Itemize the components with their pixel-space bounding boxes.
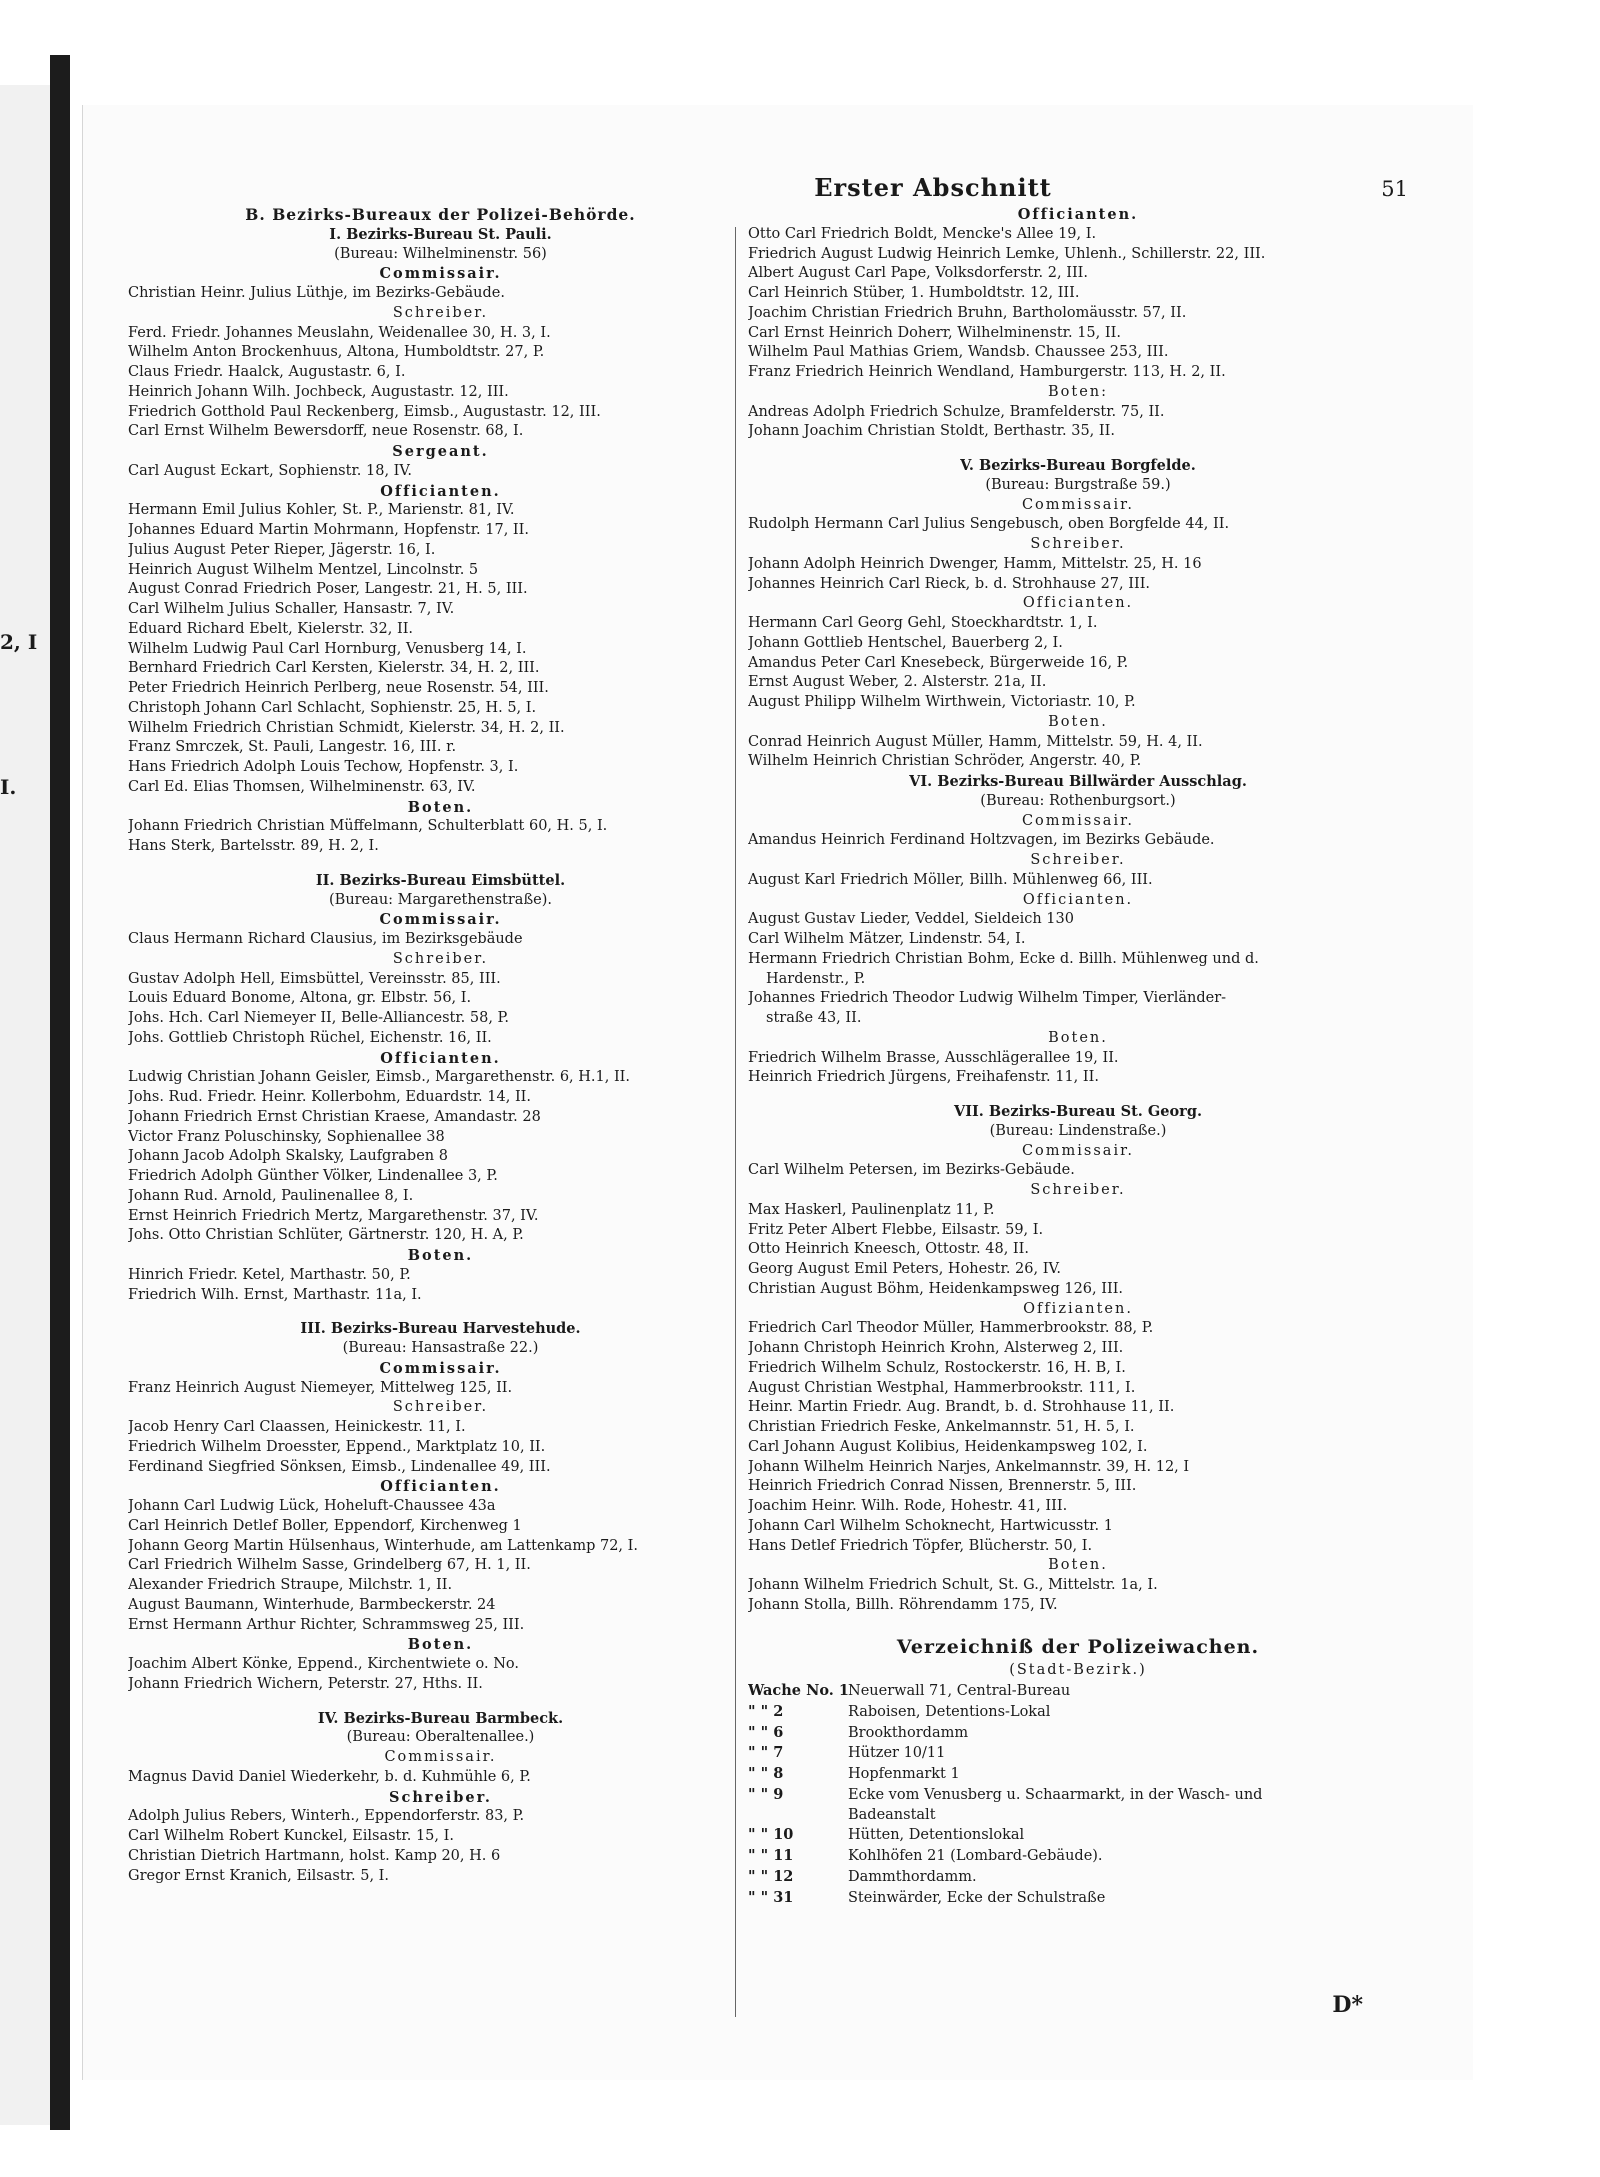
entry-line: Friedrich Gotthold Paul Reckenberg, Eimsb., Augustastr. 12, III. [128,403,601,420]
entry-line: Friedrich Wilhelm Droesster, Eppend., Marktplatz 10, II. [128,1438,546,1455]
wache-address: Dammthordamm. [848,1868,977,1885]
entry-line: Bernhard Friedrich Carl Kersten, Kielerstr. 34, H. 2, III. [128,660,540,677]
entry-line: Otto Heinrich Kneesch, Ottostr. 48, II. [748,1241,1030,1258]
wache-row [748,1764,1408,1785]
entry-line: Christoph Johann Carl Schlacht, Sophienstr. 25, H. 5, I. [128,699,537,716]
entry-line: Carl August Eckart, Sophienstr. 18, IV. [128,462,412,479]
wache-number: " " 2 [748,1702,784,1720]
section-heading: II. Bezirks-Bureau Eimsbüttel. [315,871,566,889]
wache-row [748,1806,1408,1826]
section-heading: Boten. [407,1247,474,1264]
entry-line: Johann Carl Ludwig Lück, Hoheluft-Chaussee 43a [128,1498,496,1514]
wache-row [748,1723,1408,1744]
section-heading: Officianten. [380,482,501,500]
entry-line: Wilhelm Anton Brockenhuus, Altona, Humboldtstr. 27, P. [128,344,545,361]
wache-row [748,1702,1408,1723]
section-heading: Commissair. [1021,496,1135,513]
section-heading: Commissair. [379,265,502,283]
entry-line: Johann Friedrich Ernst Christian Kraese, Amandastr. 28 [128,1108,541,1125]
entry-line: Albert August Carl Pape, Volksdorferstr. 2, III. [748,265,1089,282]
wache-number: " " 6 [748,1723,784,1741]
wache-row [748,1681,1408,1702]
section-heading: Commissair. [379,1359,502,1377]
entry-line: Julius August Peter Rieper, Jägerstr. 16, I. [128,541,436,558]
wache-row [748,1846,1408,1867]
wache-row [748,1743,1408,1764]
entry-line: Johann Carl Wilhelm Schoknecht, Hartwicusstr. 1 [748,1517,1113,1534]
wache-number: " " 12 [748,1867,794,1885]
section-heading: Boten. [1048,713,1108,730]
entry-line: Amandus Peter Carl Knesebeck, Bürgerweide 16, P. [748,654,1129,671]
section-heading: (Bureau: Rothenburgsort.) [980,792,1176,809]
entry-line: Johann Wilhelm Heinrich Narjes, Ankelmannstr. 39, H. 12, I [748,1458,1190,1475]
entry-line: Christian Dietrich Hartmann, holst. Kamp 20, H. 6 [128,1847,501,1864]
entry-line: Friedrich Wilhelm Schulz, Rostockerstr. 16, H. B, I. [748,1359,1126,1376]
section-heading: (Bureau: Lindenstraße.) [989,1122,1167,1139]
entry-line: Max Haskerl, Paulinenplatz 11, P. [748,1201,995,1218]
entry-line: Johann Stolla, Billh. Röhrendamm 175, IV. [748,1596,1058,1613]
entry-line: Friedrich Carl Theodor Müller, Hammerbrookstr. 88, P. [748,1320,1154,1337]
entry-line: Wilhelm Paul Mathias Griem, Wandsb. Chaussee 253, III. [748,344,1169,361]
section-heading: IV. Bezirks-Bureau Barmbeck. [317,1709,564,1727]
wache-address: Hützer 10/11 [848,1745,946,1762]
section-heading: (Bureau: Margarethenstraße). [329,891,552,908]
wache-row [748,1825,1408,1846]
entry-line: Carl Heinrich Stüber, 1. Humboldtstr. 12, III. [748,285,1080,301]
entry-line: Magnus David Daniel Wiederkehr, b. d. Kuhmühle 6, P. [128,1768,531,1785]
section-heading: Boten. [1048,1557,1108,1574]
entry-line [128,1695,753,1709]
section-heading: Boten. [1048,1029,1108,1046]
entry-line: straße 43, II. [766,1010,862,1026]
entry-line: Christian Heinr. Julius Lüthje, im Bezirks-Gebäude. [128,285,505,301]
entry-line: Johann Christoph Heinrich Krohn, Alsterweg 2, III. [748,1340,1124,1356]
wache-address: Raboisen, Detentions-Lokal [848,1703,1051,1720]
entry-line: Hans Friedrich Adolph Louis Techow, Hopfenstr. 3, I. [128,759,519,775]
entry-line: Carl Wilhelm Robert Kunckel, Eilsastr. 15, I. [128,1828,454,1844]
section-heading: Commissair. [1021,1142,1135,1159]
entry-line: Hermann Emil Julius Kohler, St. P., Marienstr. 81, IV. [128,502,515,519]
entry-line: Ernst Hermann Arthur Richter, Schrammsweg 25, III. [128,1616,525,1633]
wache-row [748,1785,1408,1806]
wache-number: " " 11 [748,1847,794,1864]
section-heading: Schreiber. [392,950,489,967]
document-page [82,105,1473,2080]
right-column [748,205,1408,1908]
wache-address: Steinwärder, Ecke der Schulstraße [848,1889,1106,1906]
entry-line: Carl Ernst Heinrich Doherr, Wilhelminenstr. 15, II. [748,324,1121,341]
entry-line: Hinrich Friedr. Ketel, Marthastr. 50, P. [128,1266,411,1283]
entry-line: Heinrich Friedrich Jürgens, Freihafenstr. 11, II. [748,1069,1099,1086]
section-heading: Schreiber. [392,1399,489,1416]
entry-line: Johann Georg Martin Hülsenhaus, Winterhude, am Lattenkamp 72, I. [128,1537,638,1554]
entry-line: Gustav Adolph Hell, Eimsbüttel, Vereinsstr. 85, III. [128,970,501,987]
section-heading: Schreiber. [1030,1182,1126,1198]
wache-number: " " 7 [748,1744,784,1762]
entry-line: Ernst August Weber, 2. Alsterstr. 21a, II. [748,674,1047,691]
page-header-title: Erster Abschnitt [814,173,1052,202]
section-heading: III. Bezirks-Bureau Harvestehude. [300,1320,581,1338]
entry-line: Georg August Emil Peters, Hohestr. 26, IV. [748,1261,1061,1277]
margin-fragment: 2, I [0,630,38,654]
section-heading: Boten. [407,1636,474,1654]
entry-line: Victor Franz Poluschinsky, Sophienallee 38 [128,1128,445,1145]
section-heading: (Bureau: Oberaltenallee.) [346,1729,535,1746]
entry-line: Christian Friedrich Feske, Ankelmannstr. 51, H. 5, I. [748,1419,1135,1435]
entry-line: Franz Smrczek, St. Pauli, Langestr. 16, III. r. [128,739,457,756]
entry-line: Joachim Albert Könke, Eppend., Kirchentwiete o. No. [128,1656,519,1672]
wache-number: " " 8 [748,1765,784,1782]
section-heading: Officianten. [1022,595,1134,612]
previous-page-edge [0,85,52,2125]
entry-line: Claus Hermann Richard Clausius, im Bezirksgebäude [128,931,523,947]
entry-line: Ferd. Friedr. Johannes Meuslahn, Weidenallee 30, H. 3, I. [128,324,551,341]
entry-line: Hans Sterk, Bartelsstr. 89, H. 2, I. [128,838,379,854]
entry-line [748,442,1408,456]
section-heading: Boten: [1047,383,1109,400]
entry-line: Carl Ed. Elias Thomsen, Wilhelminenstr. 63, IV. [128,778,476,795]
section-heading: Officianten. [1017,206,1139,223]
wache-row [748,1888,1408,1909]
wache-address: Hütten, Detentionslokal [848,1827,1025,1844]
book-spine-shadow [50,55,70,2130]
entry-line: Otto Carl Friedrich Boldt, Mencke's Allee 19, I. [748,225,1097,242]
entry-line: Wilhelm Friedrich Christian Schmidt, Kielerstr. 34, H. 2, II. [128,719,565,736]
section-heading: Commissair. [379,911,502,929]
entry-line: Carl Wilhelm Petersen, im Bezirks-Gebäude. [748,1162,1075,1179]
entry-line: Johs. Rud. Friedr. Heinr. Kollerbohm, Eduardstr. 14, II. [128,1089,532,1105]
section-heading: Offizianten. [1023,1300,1133,1317]
entry-line [128,857,753,871]
entry-line: Joachim Christian Friedrich Bruhn, Bartholomäusstr. 57, II. [748,304,1187,321]
entry-line: Alexander Friedrich Straupe, Milchstr. 1, II. [128,1577,453,1593]
entry-line: Christian August Böhm, Heidenkampsweg 126, III. [748,1280,1124,1297]
section-heading: Officianten. [1022,891,1134,908]
entry-line: Louis Eduard Bonome, Altona, gr. Elbstr. 56, I. [128,990,472,1007]
section-heading: Schreiber. [1030,536,1126,552]
section-heading: Commissair. [1021,812,1135,829]
entry-line: Peter Friedrich Heinrich Perlberg, neue Rosenstr. 54, III. [128,680,549,696]
entry-line: Johann Wilhelm Friedrich Schult, St. G., Mittelstr. 1a, I. [748,1577,1158,1593]
entry-line: Hardenstr., P. [766,970,866,987]
wache-address: Badeanstalt [848,1806,936,1823]
entry-line: Ernst Heinrich Friedrich Mertz, Margarethenstr. 37, IV. [128,1207,539,1224]
section-heading: I. Bezirks-Bureau St. Pauli. [329,225,552,243]
wache-address: Neuerwall 71, Central-Bureau [848,1683,1071,1699]
section-heading: (Bureau: Hansastraße 22.) [342,1340,539,1356]
section-heading: Schreiber. [1030,852,1126,868]
wache-number: " " 9 [748,1785,784,1803]
entry-line: Heinr. Martin Friedr. Aug. Brandt, b. d. Strohhause 11, II. [748,1399,1175,1416]
section-heading: Schreiber. [389,1788,492,1806]
wache-row [748,1867,1408,1888]
entry-line: Claus Friedr. Haalck, Augustastr. 6, I. [128,364,406,380]
entry-line: Wilhelm Heinrich Christian Schröder, Angerstr. 40, P. [748,753,1142,770]
entry-line: Heinrich Johann Wilh. Jochbeck, Augustastr. 12, III. [128,383,509,400]
wache-address: Kohlhöfen 21 (Lombard-Gebäude). [848,1848,1103,1864]
entry-line: Johs. Gottlieb Christoph Rüchel, Eichenstr. 16, II. [128,1029,492,1046]
entry-line: Carl Ernst Wilhelm Bewersdorff, neue Rosenstr. 68, I. [128,423,524,440]
entry-line: Johann Adolph Heinrich Dwenger, Hamm, Mittelstr. 25, H. 16 [748,555,1202,572]
section-heading: V. Bezirks-Bureau Borgfelde. [960,457,1196,474]
entry-line: Andreas Adolph Friedrich Schulze, Bramfelderstr. 75, II. [748,403,1165,420]
entry-line: Franz Friedrich Heinrich Wendland, Hamburgerstr. 113, H. 2, II. [748,364,1226,380]
section-heading: Schreiber. [392,304,489,321]
entry-line: Carl Heinrich Detlef Boller, Eppendorf, Kirchenweg 1 [128,1517,522,1534]
entry-line [748,1088,1408,1102]
entry-line: Heinrich August Wilhelm Mentzel, Lincolnstr. 5 [128,561,479,578]
entry-line: Johann Friedrich Christian Müffelmann, Schulterblatt 60, H. 5, I. [128,818,608,835]
entry-line: Carl Friedrich Wilhelm Sasse, Grindelberg 67, H. 1, II. [128,1557,531,1574]
entry-line: Johann Friedrich Wichern, Peterstr. 27, Hths. II. [128,1675,483,1692]
entry-line: Johannes Heinrich Carl Rieck, b. d. Strohhause 27, III. [748,575,1151,592]
section-heading: VII. Bezirks-Bureau St. Georg. [953,1103,1203,1120]
signature-mark: D* [1332,1992,1363,2018]
entry-line: Joachim Heinr. Wilh. Rode, Hohestr. 41, III. [748,1498,1068,1514]
section-heading: VI. Bezirks-Bureau Billwärder Ausschlag. [909,773,1247,790]
entry-line: Fritz Peter Albert Flebbe, Eilsastr. 59, I. [748,1221,1044,1238]
entry-line: Carl Wilhelm Mätzer, Lindenstr. 54, I. [748,931,1026,947]
entry-line: August Christian Westphal, Hammerbrookstr. 111, I. [748,1379,1136,1396]
section-heading: (Bureau: Burgstraße 59.) [985,476,1171,493]
entry-line: Jacob Henry Carl Claassen, Heinickestr. 11, I. [128,1419,466,1435]
entry-line: B. Bezirks-Bureaux der Polizei-Behörde. [245,205,636,224]
wache-address: Ecke vom Venusberg u. Schaarmarkt, in der Wasch- und [848,1786,1263,1803]
entry-line: Johann Joachim Christian Stoldt, Berthastr. 35, II. [748,423,1115,440]
entry-line: August Philipp Wilhelm Wirthwein, Victoriastr. 10, P. [748,694,1136,710]
entry-line: Johs. Hch. Carl Niemeyer II, Belle-Alliancestr. 58, P. [128,1010,509,1026]
entry-line: Heinrich Friedrich Conrad Nissen, Brennerstr. 5, III. [748,1478,1137,1495]
entry-line: Ludwig Christian Johann Geisler, Eimsb., Margarethenstr. 6, H.1, II. [128,1069,631,1086]
wache-address: Hopfenmarkt 1 [848,1766,960,1782]
section-heading: Boten. [407,798,474,816]
entry-line: August Baumann, Winterhude, Barmbeckerstr. 24 [128,1596,496,1613]
section-heading: Commissair. [384,1749,497,1765]
wachen-title: Verzeichniß der Polizeiwachen. [896,1635,1260,1658]
entry-line: Johs. Otto Christian Schlüter, Gärtnerstr. 120, H. A, P. [128,1227,524,1244]
section-heading: Sergeant. [392,443,489,460]
entry-line: Johann Jacob Adolph Skalsky, Laufgraben 8 [128,1148,448,1165]
entry-line: Friedrich August Ludwig Heinrich Lemke, Uhlenh., Schillerstr. 22, III. [748,245,1266,262]
entry-line: Franz Heinrich August Niemeyer, Mittelweg 125, II. [128,1379,513,1396]
page-number: 51 [1381,177,1408,201]
entry-line: Friedrich Wilhelm Brasse, Ausschlägerallee 19, II. [748,1049,1119,1066]
entry-line: August Karl Friedrich Möller, Billh. Mühlenweg 66, III. [748,871,1153,888]
entry-line: Ferdinand Siegfried Sönksen, Eimsb., Lindenallee 49, III. [128,1458,551,1475]
entry-line: Friedrich Wilh. Ernst, Marthastr. 11a, I. [128,1286,422,1303]
entry-line: Johannes Eduard Martin Mohrmann, Hopfenstr. 17, II. [128,522,529,538]
entry-line: Hermann Carl Georg Gehl, Stoeckhardtstr. 1, I. [748,615,1098,631]
entry-line: Conrad Heinrich August Müller, Hamm, Mittelstr. 59, H. 4, II. [748,733,1203,750]
entry-line: Johann Rud. Arnold, Paulinenallee 8, I. [128,1187,414,1204]
entry-line: Johann Gottlieb Hentschel, Bauerberg 2, I. [748,634,1063,651]
wachen-subtitle: (Stadt-Bezirk.) [1009,1662,1147,1679]
entry-line [128,1305,753,1319]
entry-line: Friedrich Adolph Günther Völker, Lindenallee 3, P. [128,1168,498,1184]
entry-line: August Conrad Friedrich Poser, Langestr. 21, H. 5, III. [128,581,528,598]
wache-number: " " 31 [748,1888,794,1906]
wache-address: Brookthordamm [848,1724,969,1741]
section-heading: Officianten. [380,1049,501,1067]
entry-line: Rudolph Hermann Carl Julius Sengebusch, oben Borgfelde 44, II. [748,516,1230,533]
entry-line: Adolph Julius Rebers, Winterh., Eppendorferstr. 83, P. [128,1808,525,1825]
entry-line: Carl Johann August Kolibius, Heidenkampsweg 102, I. [748,1438,1148,1455]
entry-line: Gregor Ernst Kranich, Eilsastr. 5, I. [128,1867,389,1884]
wache-number: " " 10 [748,1826,794,1844]
wache-number: Wache No. 1 [748,1682,849,1699]
entry-line: Hans Detlef Friedrich Töpfer, Blücherstr. 50, I. [748,1537,1093,1554]
margin-fragment: I. [0,775,17,799]
section-heading: (Bureau: Wilhelminenstr. 56) [334,245,547,262]
left-column [128,205,753,1886]
entry-line: August Gustav Lieder, Veddel, Sieldeich 130 [748,911,1074,928]
entry-line: Wilhelm Ludwig Paul Carl Hornburg, Venusberg 14, I. [128,640,527,657]
entry-line: Johannes Friedrich Theodor Ludwig Wilhelm Timper, Vierländer- [748,990,1227,1007]
entry-line: Hermann Friedrich Christian Bohm, Ecke d. Billh. Mühlenweg und d. [748,950,1259,967]
section-heading: Officianten. [380,1478,501,1496]
entry-line: Amandus Heinrich Ferdinand Holtzvagen, im Bezirks Gebäude. [748,832,1215,849]
entry-line: Carl Wilhelm Julius Schaller, Hansastr. 7, IV. [128,601,455,617]
entry-line: Eduard Richard Ebelt, Kielerstr. 32, II. [128,620,414,637]
